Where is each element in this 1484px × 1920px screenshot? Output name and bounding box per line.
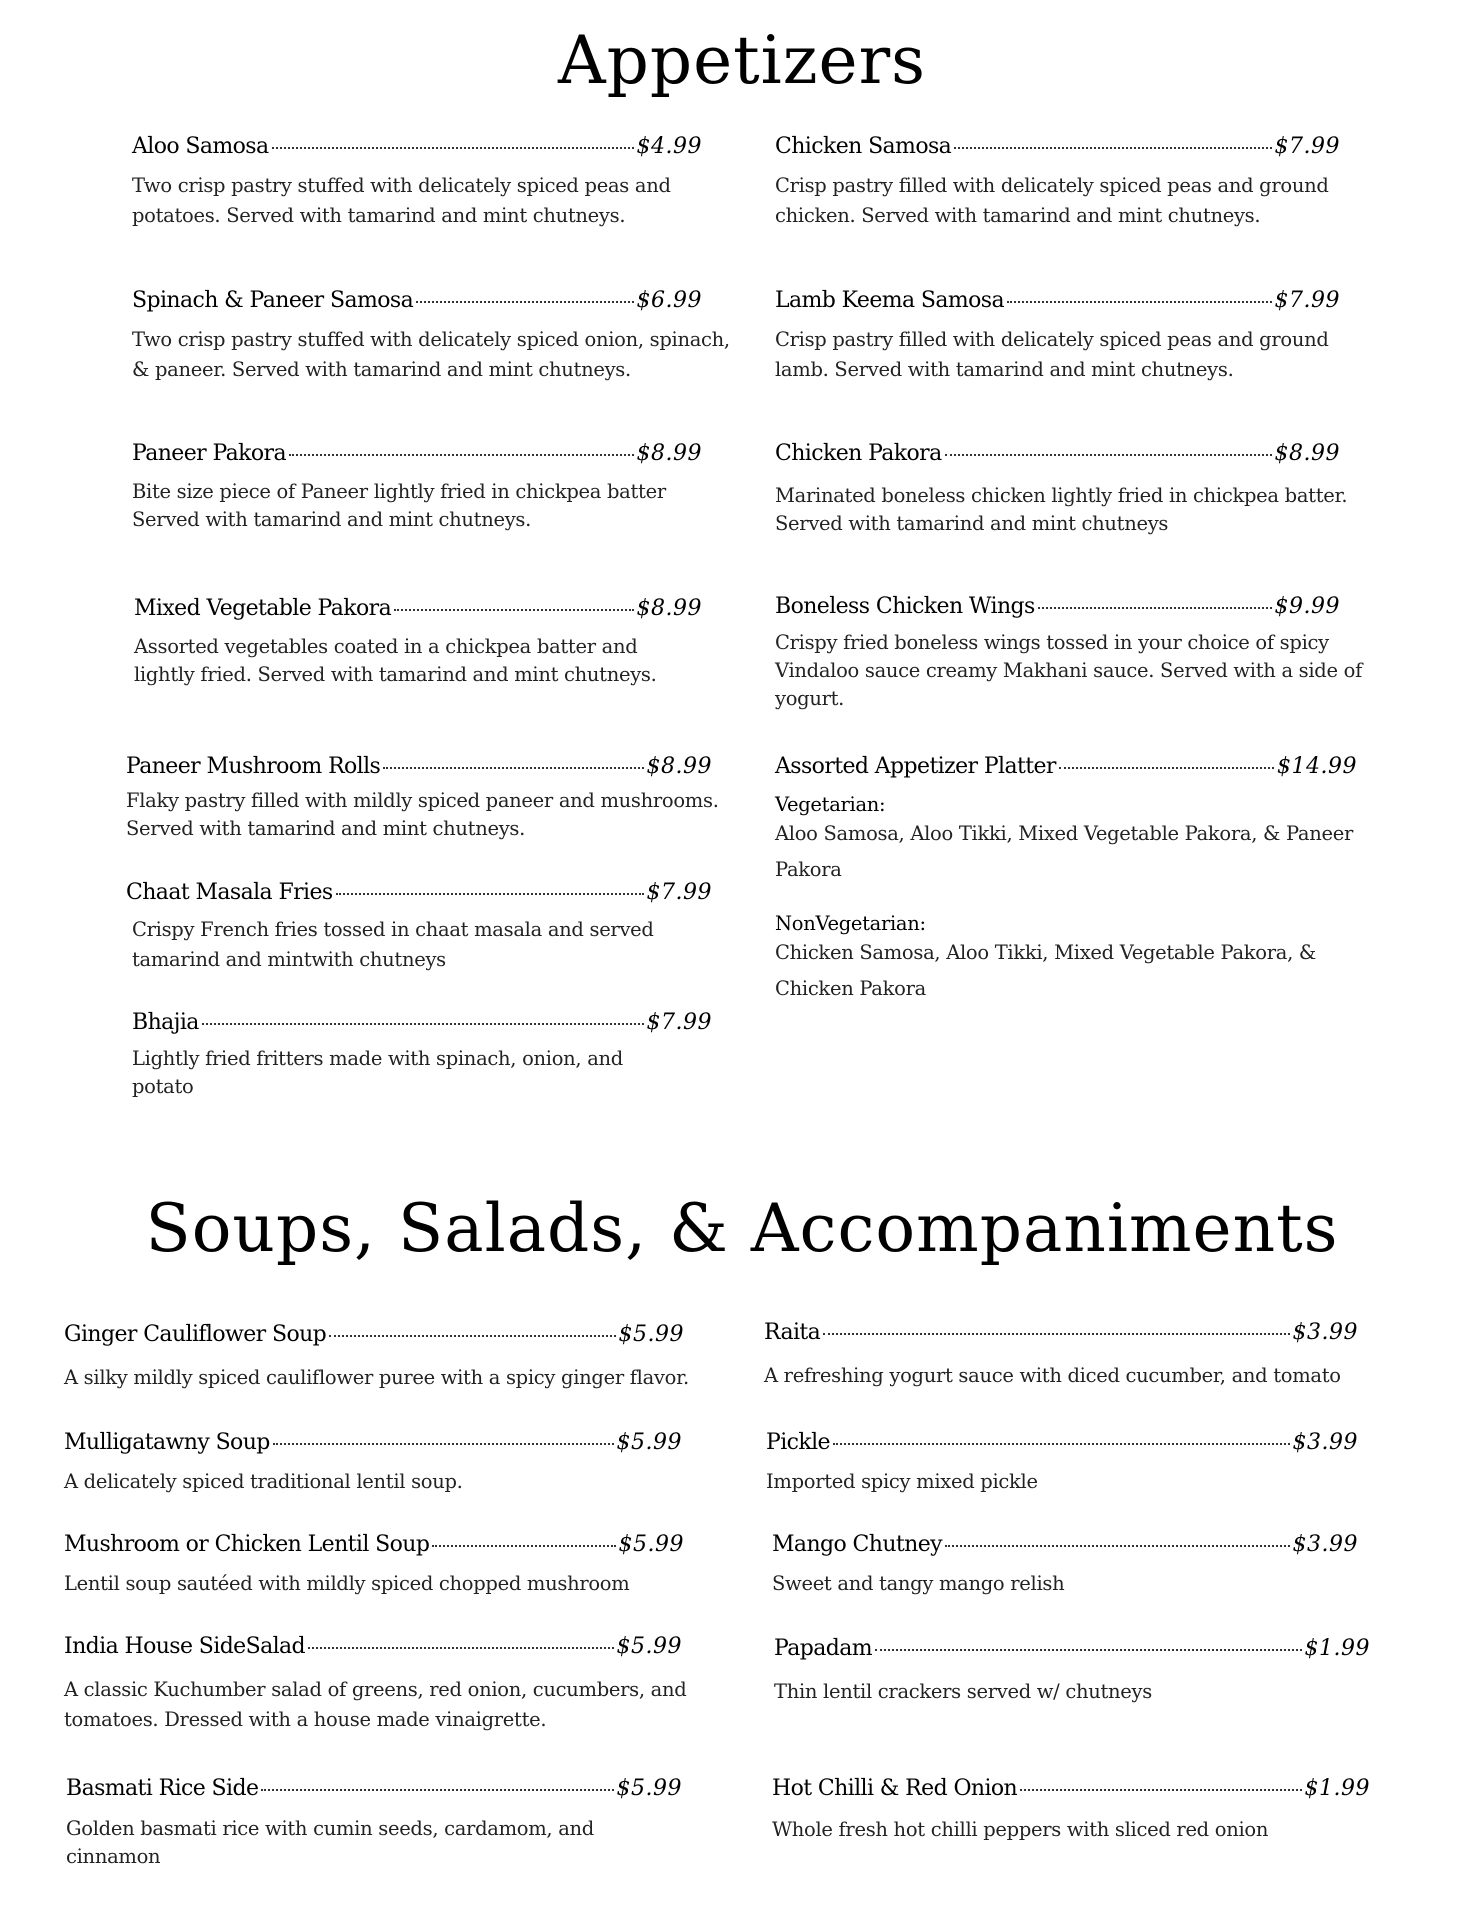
item-description: Crisp pastry filled with delicately spiced peas and ground chicken. Served with tamarind and mint chutneys.: [775, 174, 1329, 227]
menu-item: [132, 1010, 712, 1101]
menu-item: [64, 1430, 682, 1497]
menu-item: [132, 134, 702, 231]
item-name: Chicken Samosa: [775, 134, 952, 159]
menu-item: [766, 1430, 1358, 1497]
item-name: Paneer Mushroom Rolls: [126, 754, 381, 779]
item-description: A classic Kuchumber salad of greens, red onion, cucumbers, and tomatoes. Dressed with a house made vinaigrette.: [64, 1678, 687, 1731]
dot-leader: [945, 454, 1272, 456]
item-price: $1.99: [1304, 1636, 1370, 1661]
item-description: Bite size piece of Paneer lightly fried in chickpea batter Served with tamarind and mint chutneys.: [132, 480, 666, 531]
menu-item: [132, 288, 730, 385]
item-name: Raita: [764, 1320, 821, 1345]
dot-leader: [308, 1647, 613, 1649]
item-name: Bhajia: [132, 1010, 199, 1035]
item-name: Hot Chilli & Red Onion: [772, 1776, 1018, 1801]
menu-item: [775, 288, 1340, 385]
menu-item: [64, 1634, 687, 1735]
item-price: $3.99: [1292, 1532, 1358, 1557]
dot-leader: [336, 893, 644, 895]
dot-leader: [416, 301, 633, 303]
dot-leader: [945, 1545, 1290, 1547]
dot-leader: [1007, 301, 1271, 303]
item-name: Paneer Pakora: [132, 441, 286, 466]
item-price: $6.99: [636, 288, 702, 313]
item-description: Flaky pastry filled with mildly spiced paneer and mushrooms. Served with tamarind and mint chutneys.: [126, 789, 719, 840]
menu-item: [66, 1776, 682, 1871]
dot-leader: [272, 147, 634, 149]
section-title-appetizers: Appetizers: [557, 22, 927, 99]
dot-leader: [833, 1443, 1290, 1445]
item-description: A silky mildly spiced cauliflower puree with a spicy ginger flavor.: [64, 1366, 689, 1389]
menu-item: [772, 1776, 1370, 1845]
item-price: $5.99: [616, 1776, 682, 1801]
dot-leader: [823, 1333, 1289, 1335]
item-price: $1.99: [1304, 1776, 1370, 1801]
item-description: Sweet and tangy mango relish: [772, 1572, 1065, 1595]
dot-leader: [1020, 1789, 1301, 1791]
item-name: Lamb Keema Samosa: [775, 288, 1005, 313]
item-description: Imported spicy mixed pickle: [766, 1470, 1038, 1493]
item-description: Thin lentil crackers served w/ chutneys: [774, 1680, 1152, 1703]
item-description: Lightly fried fritters made with spinach, onion, and potato: [132, 1047, 623, 1098]
item-price: $5.99: [616, 1430, 682, 1455]
item-price: $14.99: [1277, 754, 1357, 779]
item-name: Mulligatawny Soup: [64, 1430, 270, 1455]
item-price: $7.99: [1274, 288, 1340, 313]
item-name: Spinach & Paneer Samosa: [132, 288, 414, 313]
item-price: $5.99: [616, 1634, 682, 1659]
item-description: Crisp pastry filled with delicately spiced peas and ground lamb. Served with tamarind and mint chutneys.: [775, 328, 1329, 381]
dot-leader: [1059, 767, 1274, 769]
item-description: A delicately spiced traditional lentil soup.: [64, 1470, 463, 1493]
item-name: Assorted Appetizer Platter: [775, 754, 1056, 779]
menu-item: [775, 594, 1362, 713]
dot-leader: [202, 1023, 644, 1025]
item-description: Two crisp pastry stuffed with delicately spiced peas and potatoes. Served with tamarind and mint chutneys.: [132, 174, 671, 227]
item-description: Marinated boneless chicken lightly fried in chickpea batter. Served with tamarind and mint chutneys: [775, 484, 1348, 535]
item-name: Chaat Masala Fries: [126, 880, 333, 905]
item-price: $8.99: [636, 596, 702, 621]
item-description: Crispy French fries tossed in chaat masala and served tamarind and mintwith chutneys: [132, 918, 654, 971]
item-description: Two crisp pastry stuffed with delicately spiced onion, spinach, & paneer. Served with tamarind and mint chutneys.: [132, 328, 730, 381]
menu-item: [775, 441, 1348, 538]
item-name: Basmati Rice Side: [66, 1776, 259, 1801]
menu-item-platter: [775, 754, 1357, 1007]
dot-leader: [273, 1443, 614, 1445]
dot-leader: [1038, 607, 1272, 609]
dot-leader: [432, 1545, 615, 1547]
item-price: $4.99: [636, 134, 702, 159]
dot-leader: [329, 1335, 615, 1337]
dot-leader: [954, 147, 1271, 149]
item-description: Lentil soup sautéed with mildly spiced chopped mushroom: [64, 1572, 630, 1595]
section-title-soups: Soups, Salads, & Accompaniments: [145, 1190, 1339, 1267]
item-price: $7.99: [646, 1010, 712, 1035]
item-price: $5.99: [618, 1322, 684, 1347]
item-price: $3.99: [1292, 1430, 1358, 1455]
item-description: Crispy fried boneless wings tossed in your choice of spicy Vindaloo sauce creamy Makhani sauce. Served with a side of yogurt.: [775, 631, 1362, 710]
menu-item: [764, 1320, 1358, 1391]
item-name: Chicken Pakora: [775, 441, 942, 466]
item-description: Golden basmati rice with cumin seeds, cardamom, and cinnamon: [66, 1817, 594, 1868]
item-price: $3.99: [1292, 1320, 1358, 1345]
item-price: $7.99: [1274, 134, 1340, 159]
dot-leader: [394, 609, 633, 611]
dot-leader: [875, 1649, 1302, 1651]
menu-item: [134, 596, 702, 689]
item-name: Pickle: [766, 1430, 830, 1455]
menu-item: [64, 1322, 689, 1393]
platter-vegetarian-label: Vegetarian:: [775, 793, 886, 816]
item-description: Assorted vegetables coated in a chickpea batter and lightly fried. Served with tamarind and mint chutneys.: [134, 635, 657, 686]
item-description: A refreshing yogurt sauce with diced cucumber, and tomato: [764, 1364, 1341, 1387]
platter-vegetarian-items: Aloo Samosa, Aloo Tikki, Mixed Vegetable Pakora, & Paneer Pakora: [775, 822, 1354, 881]
item-name: Aloo Samosa: [132, 134, 269, 159]
item-name: Mixed Vegetable Pakora: [134, 596, 392, 621]
item-name: Ginger Cauliflower Soup: [64, 1322, 327, 1347]
item-price: $9.99: [1274, 594, 1340, 619]
dot-leader: [383, 767, 643, 769]
item-price: $8.99: [646, 754, 712, 779]
item-price: $7.99: [646, 880, 712, 905]
menu-item: [64, 1532, 684, 1599]
platter-nonvegetarian-items: Chicken Samosa, Aloo Tikki, Mixed Vegetable Pakora, & Chicken Pakora: [775, 941, 1316, 1000]
platter-nonvegetarian-label: NonVegetarian:: [775, 912, 926, 935]
item-price: $8.99: [1274, 441, 1340, 466]
menu-item: [126, 754, 719, 843]
item-name: Mango Chutney: [772, 1532, 942, 1557]
menu-item: [126, 880, 712, 975]
item-price: $5.99: [618, 1532, 684, 1557]
menu-item: [132, 441, 702, 534]
menu-item: [772, 1532, 1358, 1599]
item-name: Papadam: [774, 1636, 872, 1661]
item-name: Boneless Chicken Wings: [775, 594, 1035, 619]
item-price: $8.99: [636, 441, 702, 466]
dot-leader: [289, 454, 634, 456]
item-name: Mushroom or Chicken Lentil Soup: [64, 1532, 430, 1557]
dot-leader: [261, 1789, 613, 1791]
menu-item: [774, 1636, 1370, 1707]
item-name: India House SideSalad: [64, 1634, 306, 1659]
menu-item: [775, 134, 1340, 231]
item-description: Whole fresh hot chilli peppers with sliced red onion: [772, 1818, 1269, 1841]
